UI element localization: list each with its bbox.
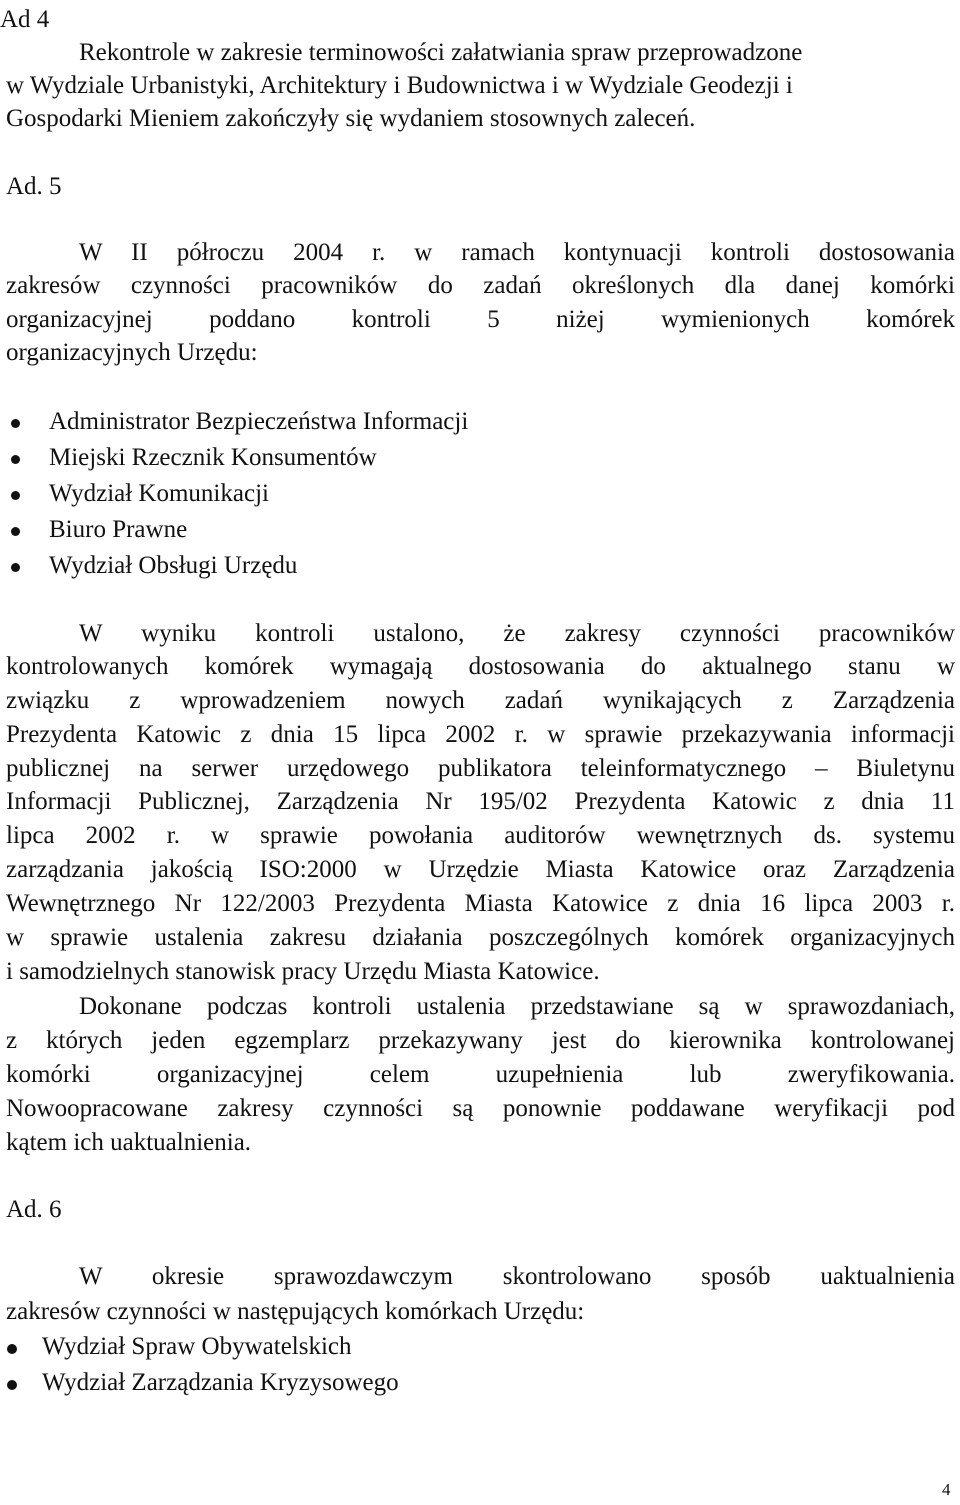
section-5-findings-line: kątem ich uaktualnienia. xyxy=(6,1129,252,1156)
section-5-intro-line: organizacyjnej poddano kontroli 5 niżej wymienionych komórek xyxy=(6,306,955,333)
section-6-intro-line: W okresie sprawozdawczym skontrolowano sposób uaktualnienia xyxy=(79,1263,955,1290)
section-5-intro-line: organizacyjnych Urzędu: xyxy=(6,339,258,366)
section-5-result-line: publicznej na serwer urzędowego publikatora teleinformatycznego – Biuletynu xyxy=(6,755,955,782)
bullet-icon xyxy=(11,563,20,572)
list-item-label: Miejski Rzecznik Konsumentów xyxy=(49,444,377,471)
list-item-label: Wydział Obsługi Urzędu xyxy=(49,552,298,579)
section-4-text-line: Gospodarki Mieniem zakończyły się wydaniem stosownych zaleceń. xyxy=(6,105,696,132)
list-item-label: Administrator Bezpieczeństwa Informacji xyxy=(49,408,469,435)
section-5-intro-line: zakresów czynności pracowników do zadań określonych dla danej komórki xyxy=(6,272,955,299)
bullet-icon xyxy=(7,1380,17,1390)
section-6-intro-line: zakresów czynności w następujących komórkach Urzędu: xyxy=(6,1298,585,1325)
section-5-result-line: kontrolowanych komórek wymagają dostosowania do aktualnego stanu w xyxy=(6,653,955,680)
section-5-heading: Ad. 5 xyxy=(6,173,62,200)
section-5-result-line: Wewnętrznego Nr 122/2003 Prezydenta Miasta Katowice z dnia 16 lipca 2003 r. xyxy=(6,890,955,917)
bullet-icon xyxy=(11,491,20,500)
section-5-result-line: Informacji Publicznej, Zarządzenia Nr 195/02 Prezydenta Katowic z dnia 11 xyxy=(6,788,955,815)
list-item-label: Wydział Spraw Obywatelskich xyxy=(42,1333,352,1360)
section-4-text-line: Rekontrole w zakresie terminowości załatwiania spraw przeprowadzone xyxy=(79,39,803,66)
list-item-label: Wydział Komunikacji xyxy=(49,480,269,507)
section-5-result-line: Prezydenta Katowic z dnia 15 lipca 2002 r. w sprawie przekazywania informacji xyxy=(6,721,955,748)
section-5-findings-line: Nowoopracowane zakresy czynności są ponownie poddawane weryfikacji pod xyxy=(6,1095,955,1122)
section-5-findings-line: z których jeden egzemplarz przekazywany jest do kierownika kontrolowanej xyxy=(6,1027,955,1054)
list-item-label: Wydział Zarządzania Kryzysowego xyxy=(42,1369,399,1396)
section-6-heading: Ad. 6 xyxy=(6,1196,62,1223)
section-5-intro-line: W II półroczu 2004 r. w ramach kontynuacji kontroli dostosowania xyxy=(79,239,955,266)
section-5-result-line: w sprawie ustalenia zakresu działania poszczególnych komórek organizacyjnych xyxy=(6,924,955,951)
section-4-text-line: w Wydziale Urbanistyki, Architektury i Budownictwa i w Wydziale Geodezji i xyxy=(6,72,793,99)
page-number: 4 xyxy=(942,1480,951,1499)
bullet-icon xyxy=(11,419,20,428)
bullet-icon xyxy=(11,455,20,464)
section-5-result-line: W wyniku kontroli ustalono, że zakresy czynności pracowników xyxy=(79,620,955,647)
section-5-findings-line: komórki organizacyjnej celem uzupełnienia lub zweryfikowania. xyxy=(6,1061,955,1088)
bullet-icon xyxy=(11,527,20,536)
section-5-findings-line: Dokonane podczas kontroli ustalenia przedstawiane są w sprawozdaniach, xyxy=(79,993,955,1020)
section-4-heading: Ad 4 xyxy=(0,6,50,33)
section-5-result-line: lipca 2002 r. w sprawie powołania auditorów wewnętrznych ds. systemu xyxy=(6,822,955,849)
bullet-icon xyxy=(7,1344,17,1354)
section-5-result-line: zarządzania jakością ISO:2000 w Urzędzie Miasta Katowice oraz Zarządzenia xyxy=(6,856,955,883)
section-5-result-line: i samodzielnych stanowisk pracy Urzędu Miasta Katowice. xyxy=(6,958,600,985)
section-5-result-line: związku z wprowadzeniem nowych zadań wynikających z Zarządzenia xyxy=(6,687,955,714)
list-item-label: Biuro Prawne xyxy=(49,516,188,543)
